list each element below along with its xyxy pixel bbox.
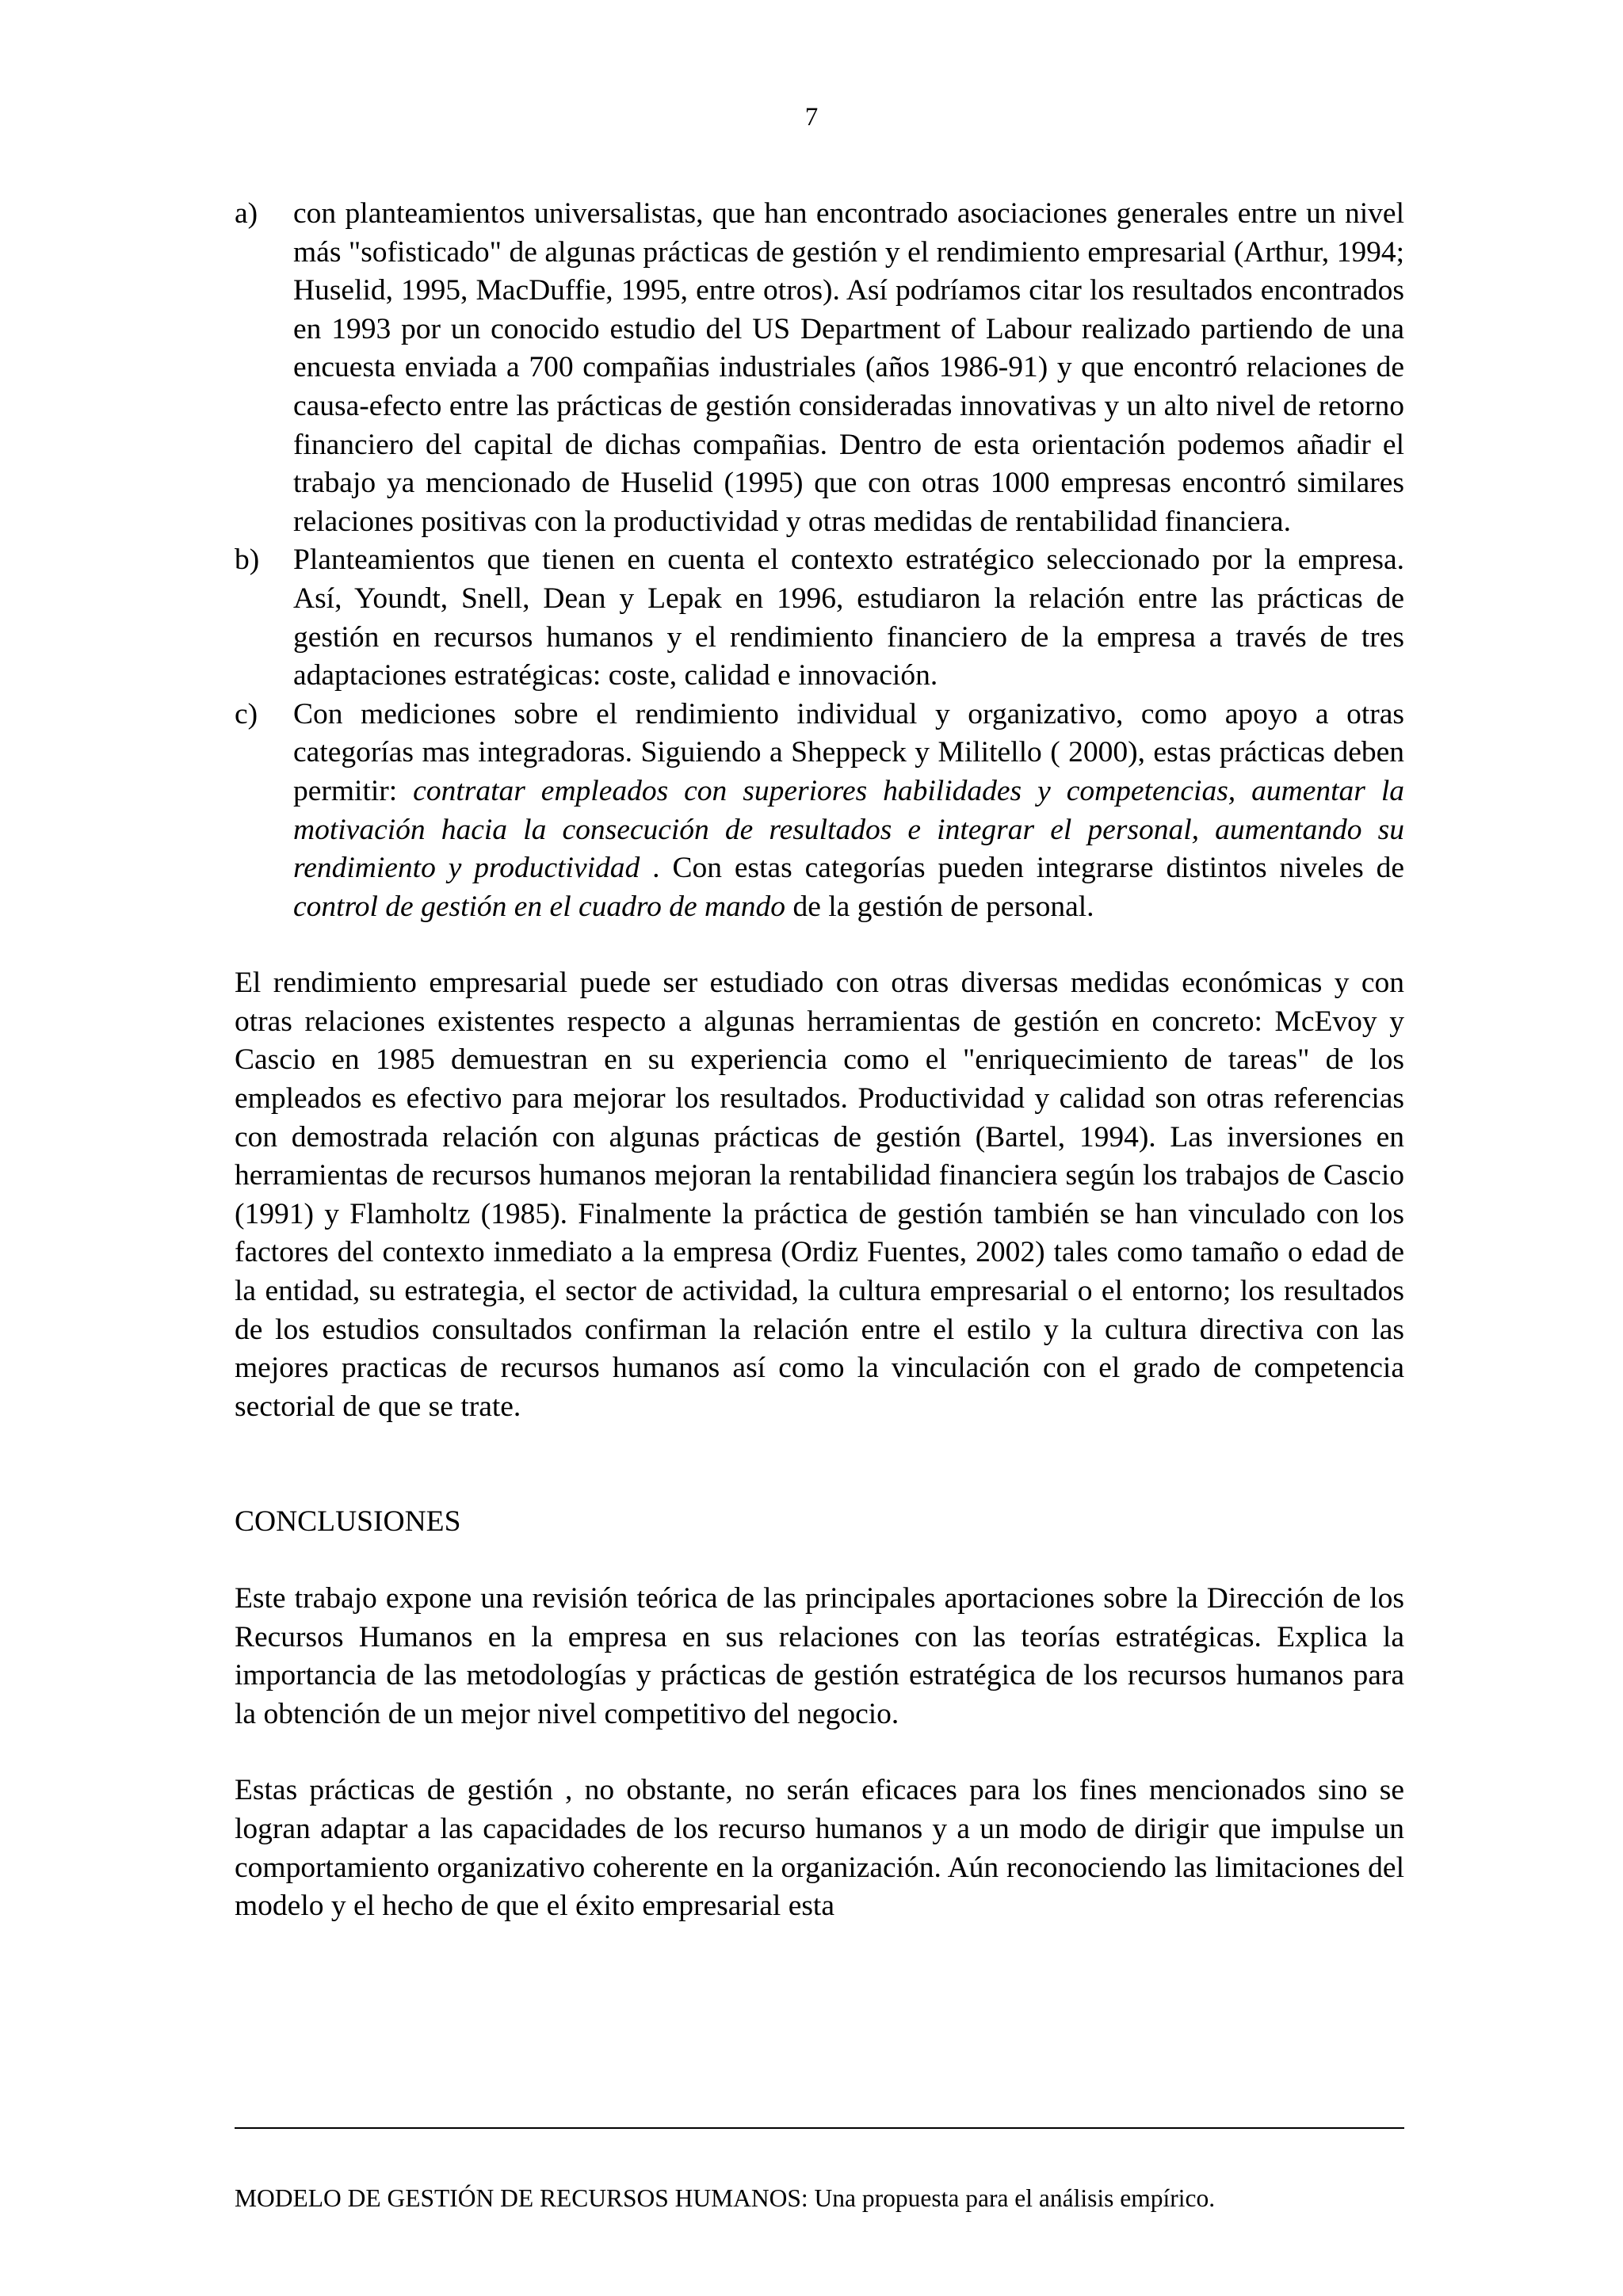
text-run: . Con estas categorías pueden integrarse distintos niveles de [640,852,1405,885]
list-marker: b) [235,543,260,577]
list-item-text [293,696,1404,927]
italic-run: control de gestión en el cuadro de mando [293,890,786,923]
list-item-text: con planteamientos universalistas, que han encontrado asociaciones generales entre un nivel más "sofisticado" de algunas prácticas de gestión y el rendimiento empresarial (Arthur, 1994; Huselid, 1995, MacDuffie, 1995, entre otros). Así podríamos citar los resultados encontrados en 1993 por un conocido estudio del US Department of Labour realizado partiendo de una encuesta enviada a 700 compañias industriales (años 1986-91) y que encontró relaciones de causa-efecto entre las prácticas de gestión consideradas innovativas y un alto nivel de retorno financiero del capital de dichas compañias. Dentro de esta orientación podemos añadir el trabajo ya mencionado de Huselid (1995) que con otras 1000 empresas encontró similares relaciones positivas con la productividad y otras medidas de rentabilidad financiera. [293,197,1404,538]
footer-title: MODELO DE GESTIÓN DE RECURSOS HUMANOS: [235,2184,808,2212]
list-item-c [235,696,1404,927]
page-footer [235,2183,1404,2214]
footer-divider [235,2127,1404,2129]
list-marker: a) [235,197,258,230]
list-marker: c) [235,697,258,730]
body-paragraph-2: Este trabajo expone una revisión teórica de las principales aportaciones sobre la Dirección de los Recursos Humanos en la empresa en sus relaciones con las teorías estratégicas. Explica la importancia de las metodologías y prácticas de gestión estratégica de los recursos humanos para la obtención de un mejor nivel competitivo del negocio. [235,1582,1404,1730]
text-run: de la gestión de personal. [785,890,1094,923]
page-body [235,195,1404,1926]
italic-run: contratar empleados con superiores habilidades y competencias, aumentar la motivación hacia la consecución de resultados e integrar el personal, aumentando su rendimiento y productividad [293,774,1404,885]
list-item-text: Planteamientos que tienen en cuenta el contexto estratégico seleccionado por la empresa. Así, Youndt, Snell, Dean y Lepak en 1996, estudiaron la relación entre las prácticas de gestión en recursos humanos y el rendimiento financiero de la empresa a través de tres adaptaciones estratégicas: coste, calidad e innovación. [293,543,1404,692]
body-paragraph-3: Estas prácticas de gestión , no obstante, no serán eficaces para los fines mencionados sino se logran adaptar a las capacidades de los recurso humanos y a un modo de dirigir que impulse un comportamiento organizativo coherente en la organización. Aún reconociendo las limitaciones del modelo y el hecho de que el éxito empresarial esta [235,1774,1404,1923]
page-number: 7 [804,103,819,132]
list-item-b [235,541,1404,695]
footer-subtitle: Una propuesta para el análisis empírico. [808,2184,1216,2212]
text-run: Con mediciones sobre el rendimiento individual y organizativo, como apoyo a otras categorías mas integradoras. Siguiendo a Sheppeck y Militello ( 2000), estas prácticas deben permitir: [293,697,1404,807]
list-item-a [235,195,1404,541]
body-paragraph-1: El rendimiento empresarial puede ser estudiado con otras diversas medidas económicas y con otras relaciones existentes respecto a algunas herramientas de gestión en concreto: McEvoy y Cascio en 1985 demuestran en su experiencia como el "enriquecimiento de tareas" de los empleados es efectivo para mejorar los resultados. Productividad y calidad son otras referencias con demostrada relación con algunas prácticas de gestión (Bartel, 1994). Las inversiones en herramientas de recursos humanos mejoran la rentabilidad financiera según los trabajos de Cascio (1991) y Flamholtz (1985). Finalmente la práctica de gestión también se han vinculado con los factores del contexto inmediato a la empresa (Ordiz Fuentes, 2002) tales como tamaño o edad de la entidad, su estrategia, el sector de actividad, la cultura empresarial o el entorno; los resultados de los estudios consultados confirman la relación entre el estilo y la cultura directiva con las mejores practicas de recursos humanos así como la vinculación con el grado de competencia sectorial de que se trate. [235,967,1404,1423]
section-heading: CONCLUSIONES [235,1505,461,1539]
